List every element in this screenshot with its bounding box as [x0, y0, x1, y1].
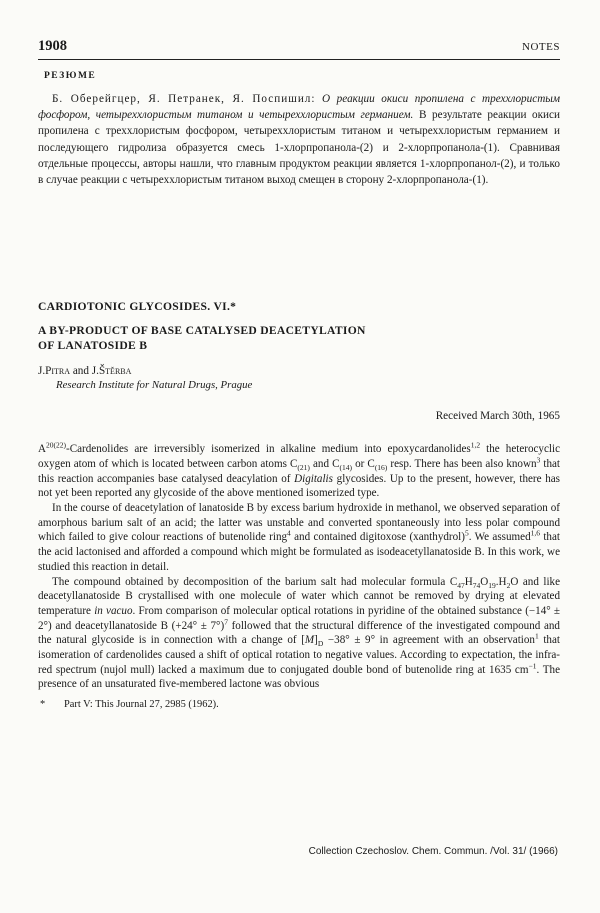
resume-text: В результате реакции окиси пропилена с треххлористым фосфором, четыреххлористым титаном и четыреххлористым германием и последующего гидролиза образуется смесь 1-хлорпропанола-(2) и 2-хлорпропанола-(1). Сравнивая отдельные процессы, авторы нашли, что главным продуктом реакции является 1-хлорпропанол-(2), и только в случае реакции с четыреххлористым титаном выход смещен в сторону 2-хлорпропанола-(1). [38, 109, 560, 187]
article-body [38, 442, 560, 692]
footnote-text: Part V: This Journal 27, 2985 (1962). [64, 699, 219, 711]
article-title-line1: A BY-PRODUCT OF BASE CATALYSED DEACETYLATION [38, 324, 366, 338]
body-paragraph-2: In the course of deacetylation of lanatoside B by excess barium hydroxide in methanol, we observed separation of amorphous barium salt of an acid; the latter was unstable and converted spontaneously into less polar compound which failed to give colour reactions of butenolide ring$^4$ and contained digitoxose (xanthydrol)$^5$. We assumed$^{1,6}$ that the acid lactonised and afforded a compound which might be formulated as isodeacetyllanatoside B. In this work, we studied this reaction in detail. [38, 502, 560, 573]
body-paragraph-1: $A^{20(22)}$-Cardenolides are irreversibly isomerized in alkaline medium into epoxycardanolides$^{1,2}$ the heterocyclic oxygen atom of which is located between carbon atoms $C_{(21)}$ and $C_{(14)}$ or $C_{(16)}$ resp. There has been also known$^3$ that this reaction accompanies base catalysed deacylation of Digitalis glycosides. Up to the present, however, there has not yet been reported any glycoside of the above mentioned isomerized type. [38, 440, 561, 500]
page [38, 38, 560, 710]
series-title: CARDIOTONIC GLYCOSIDES. VI.* [38, 300, 237, 314]
received-date: Received March 30th, 1965 [435, 410, 560, 423]
body-paragraph-3: The compound obtained by decomposition of the barium salt had molecular formula $C_{47}H_{74}O_{19}.H_2O$ and like deacetyllanatoside B crystallised with one molecule of water which cannot be removed by drying at elevated temperature in vacuo. From comparison of molecular optical rotations in pyridine of the obtained substance (−14° ± 2°) and deacetyllanatoside B $(+24^\circ \pm 7^\circ)^7$ followed that the structural difference of the investigated compound and the natural glycoside is in connection with a change of $[M]_D -38^\circ \pm 9^\circ$ in agreement with an observation$^1$ that isomeration of cardenolides caused a shift of optical rotation to negative values. According to expectation, the infra-red spectrum (nujol mull) lacked a maximum due to conjugated double bond of butenolide ring at 1635 $cm^{-1}$. The presence of an unsaturated five-membered lactone was obvious [38, 575, 561, 691]
article-title [38, 323, 560, 353]
article-authors [38, 365, 560, 377]
footnote [38, 699, 560, 710]
resume-title: О реакции окиси пропилена с треххлористым фосфором, четыреххлористым титаном и четыреххлористым германием. [38, 93, 560, 122]
institute: Research Institute for Natural Drugs, Prague [56, 379, 253, 392]
resume-label: РЕЗЮМЕ [44, 71, 97, 81]
resume-paragraph [38, 91, 560, 188]
footnote-mark: * [40, 699, 46, 711]
header-rule [38, 59, 560, 60]
author-2: J.Štěrba [91, 365, 132, 378]
resume-authors: Б. Оберейгцер, Я. Петранек, Я. Поспишил: [52, 93, 316, 105]
author-1: J.Pitra [38, 365, 71, 378]
page-header [38, 38, 560, 55]
section-label: NOTES [522, 41, 560, 53]
article-title-line2: OF LANATOSIDE B [38, 339, 148, 353]
journal-citation: Collection Czechoslov. Chem. Commun. /Vol. 31/ (1966) [308, 846, 558, 857]
page-number: 1908 [38, 38, 67, 54]
authors-and: and [70, 365, 92, 378]
article-title-block [38, 300, 560, 422]
